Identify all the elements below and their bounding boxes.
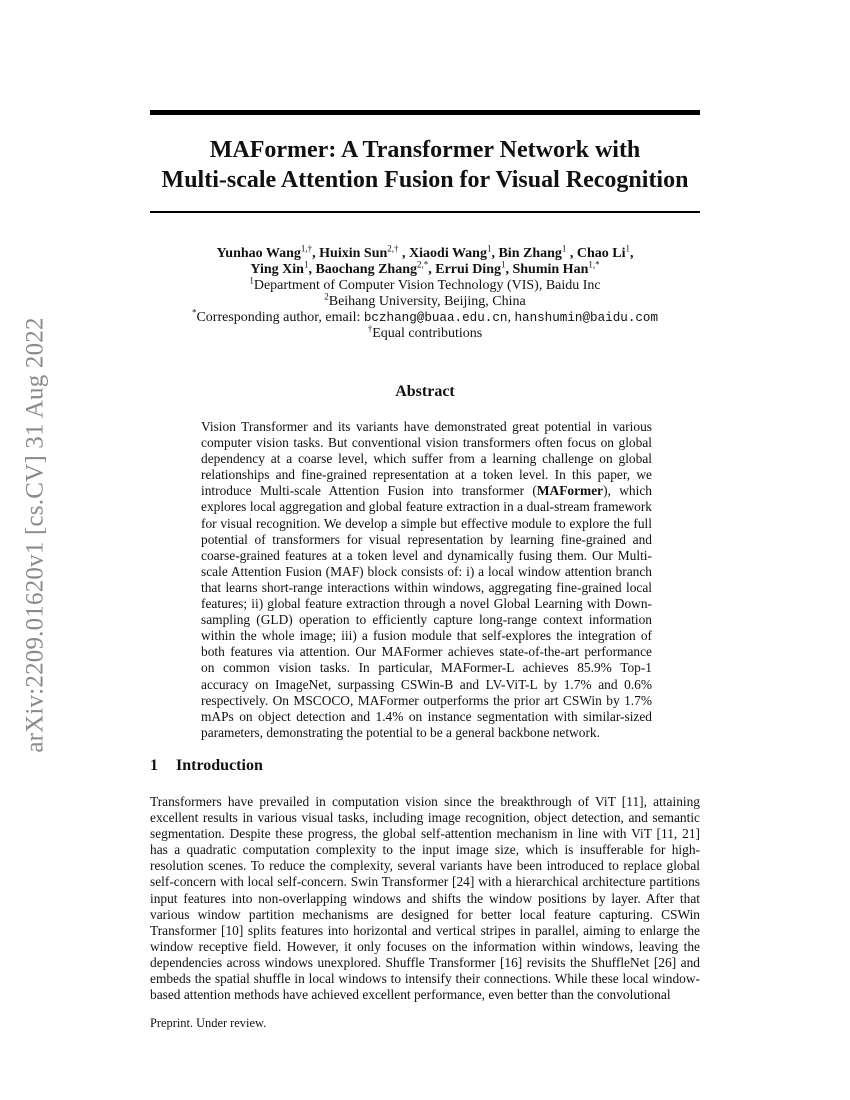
author-affiliation-mark: 1 [303, 259, 309, 270]
section-number: 1 [150, 757, 158, 774]
author-name: Xiaodi Wang [409, 246, 487, 261]
author-separator: , [308, 262, 316, 277]
corresponding-mark: * [191, 307, 197, 318]
author-name: Ying Xin [250, 262, 304, 277]
paper-title-line-1: MAFormer: A Transformer Network with [209, 137, 641, 163]
affiliation-text: Department of Computer Vision Technology (VIS), Baidu Inc [253, 278, 601, 293]
author-name: Chao Li [576, 246, 626, 261]
author-separator: , [566, 246, 577, 261]
author-separator: , [312, 246, 320, 261]
arxiv-identifier-text: arXiv:2209.01620v1 [cs.CV] 31 Aug 2022 [22, 317, 50, 753]
affiliation-mark: 2 [324, 291, 329, 302]
section-heading-introduction [150, 757, 263, 775]
email-link[interactable]: bczhang@buaa.edu.cn [363, 311, 508, 325]
author-affiliation-mark: 2,* [417, 259, 429, 270]
affiliation-line-1 [150, 275, 700, 294]
author-affiliation-mark: 2,† [387, 243, 399, 254]
arxiv-identifier-stamp [22, 290, 50, 780]
title-top-rule [150, 110, 700, 115]
section-title: Introduction [176, 757, 263, 774]
author-affiliation-mark: 1 [486, 243, 492, 254]
affiliation-text: Beihang University, Beijing, China [328, 294, 526, 309]
author-line-2 [150, 259, 700, 278]
author-affiliation-mark: 1,* [588, 259, 600, 270]
author-affiliation-mark: 1 [561, 243, 567, 254]
equal-contribution-text: Equal contributions [372, 326, 483, 341]
author-affiliation-mark: 1 [500, 259, 506, 270]
author-name: Baochang Zhang [315, 262, 417, 277]
equal-contribution-note [150, 323, 700, 342]
page-footer: Preprint. Under review. [150, 1016, 267, 1030]
abstract-heading: Abstract [395, 383, 455, 400]
introduction-paragraph: Transformers have prevailed in computation vision since the breakthrough of ViT [11], attaining excellent results in various visual tasks, including image recognition, object detection, and semantic segmentation. Despite these progress, the global self-attention mechanism in line with ViT [11, 21] has a quadratic computation complexity to the input image size, which is insufferable for high-resolution scenes. To reduce the complexity, several variants have been introduced to replace global self-concern with local self-concern. Swin Transformer [24] with a hierarchical architecture partitions input features into non-overlapping windows and shifts the window positions by layer. After that various window partition mechanisms are designed for better local feature capturing. CSWin Transformer [10] splits features into horizontal and vertical stripes in parallel, aiming to enlarge the window receptive field. However, it only focuses on the information within windows, leaving the dependencies across windows unexplored. Shuffle Transformer [16] revisits the ShuffleNet [26] and embeds the spatial shuffle in local windows to intensify their connections. While these local window-based attention methods have achieved excellent performance, even better than the convolutional [150, 794, 700, 1003]
author-block [150, 243, 700, 342]
affiliation-line-2 [150, 291, 700, 310]
paper-title-line-2: Multi-scale Attention Fusion for Visual Recognition [161, 167, 689, 193]
equal-contribution-mark: † [367, 323, 373, 334]
abstract-text-part-2: ), which explores local aggregation and global feature extraction in a dual-stream framework for visual recognition. We develop a simple but effective module to explore the full potential of transformers for visual representation by learning fine-grained and coarse-grained features at a token level and dynamically fusing them. Our Multi-scale Attention Fusion (MAF) block consists of: i) a local window attention branch that learns short-range interactions within windows, aggregating fine-grained local features; ii) global feature extraction through a novel Global Learning with Down-sampling (GLD) operation to efficiently capture long-range context information within the whole image; iii) a fusion module that self-explores the integration of both features via attention. Our MAFormer achieves state-of-the-art performance on common vision tasks. In particular, MAFormer-L achieves 85.9% Top-1 accuracy on ImageNet, surpassing CSWin-B and LV-ViT-L by 1.7% and 0.6% respectively. On MSCOCO, MAFormer outperforms the prior art CSWin by 1.7% mAPs on object detection and 1.4% on instance segmentation with similar-sized parameters, demonstrating the potential to be a general backbone network. [201, 483, 652, 740]
author-separator: , [505, 262, 513, 277]
affiliation-mark: 1 [249, 275, 254, 286]
author-name: Bin Zhang [498, 246, 562, 261]
paper-title [150, 135, 700, 195]
author-affiliation-mark: 1 [625, 243, 631, 254]
corresponding-label: Corresponding author, email: [196, 310, 364, 325]
abstract-body [201, 419, 652, 741]
author-separator: , [428, 262, 436, 277]
author-separator: , [491, 246, 499, 261]
author-separator: , [398, 246, 410, 261]
author-name: Shumin Han [512, 262, 589, 277]
corresponding-author-line [150, 307, 700, 326]
author-name: Errui Ding [435, 262, 501, 277]
abstract-text-part-1: Vision Transformer and its variants have demonstrated great potential in various computer vision tasks. But conventional vision transformers often focus on global dependency at a coarse level, which suffer from a learning challenge on global relationships and fine-grained representation at a token level. In this paper, we introduce Multi-scale Attention Fusion into transformer ( [201, 419, 652, 499]
title-bottom-rule [150, 211, 700, 213]
author-affiliation-mark: 1,† [300, 243, 313, 254]
abstract-model-name: MAFormer [536, 483, 604, 499]
email-separator: , [507, 310, 515, 325]
author-separator: , [630, 246, 634, 261]
author-name: Yunhao Wang [216, 246, 301, 261]
email-link[interactable]: hanshumin@baidu.com [514, 311, 659, 325]
author-name: Huixin Sun [319, 246, 388, 261]
